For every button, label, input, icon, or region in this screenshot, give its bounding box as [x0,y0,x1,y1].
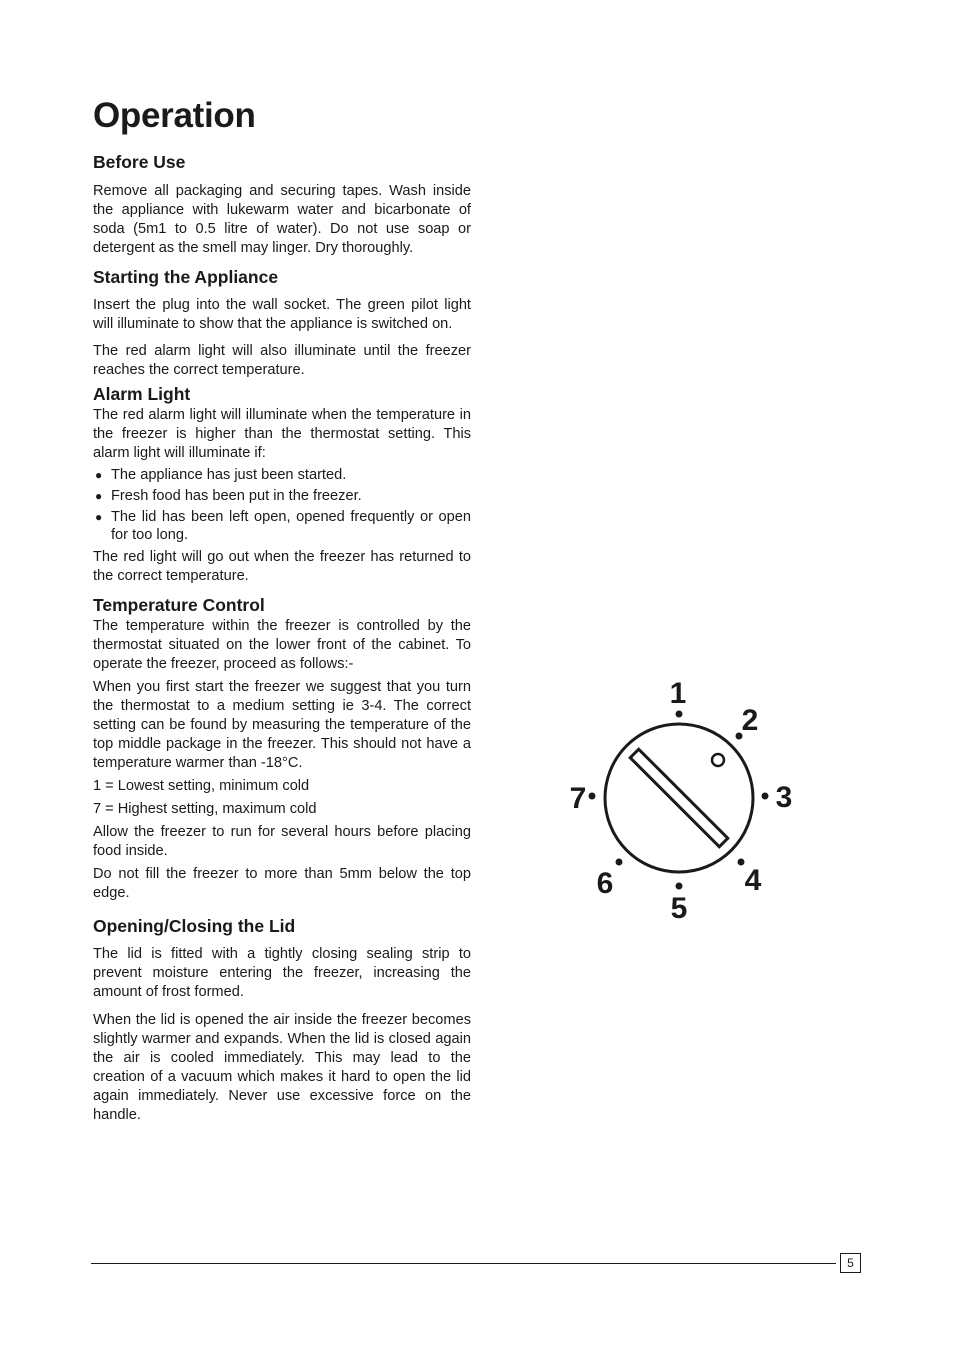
list-item [93,508,471,544]
bullet-icon: ● [95,468,103,482]
dial-dot-7 [589,793,596,800]
dial-dot-5 [676,883,683,890]
heading-alarm-light: Alarm Light [93,384,191,404]
alarm-conditions-list [93,466,471,544]
heading-opening-closing-lid: Opening/Closing the Lid [93,916,296,936]
dial-label-5: 5 [670,892,688,925]
dial-label-1: 1 [669,677,687,710]
list-item [93,487,471,505]
heading-starting-appliance: Starting the Appliance [93,267,279,287]
bullet-icon: ● [95,489,103,503]
dial-dot-1 [676,711,683,718]
temperature-paragraph-5: Allow the freezer to run for several hours before placing food inside. [93,824,471,859]
alarm-paragraph-2: The red light will go out when the freezer has returned to the correct temperature. [93,549,471,584]
starting-paragraph-1: Insert the plug into the wall socket. The green pilot light will illuminate to show that the appliance is switched on. [93,297,471,332]
heading-temperature-control: Temperature Control [93,595,265,615]
temperature-paragraph-2: When you first start the freezer we suggest that you turn the thermostat to a medium setting ie 3-4. The correct setting can be found by measuring the temperature of the top middle package in the freezer. This should not have a temperature warmer than -18°C. [93,679,471,771]
starting-paragraph-2: The red alarm light will also illuminate until the freezer reaches the correct temperature. [93,343,471,378]
heading-before-use: Before Use [93,152,186,172]
footer-rule [91,1263,836,1264]
alarm-paragraph-1: The red alarm light will illuminate when the temperature in the freezer is higher than the thermostat setting. This alarm light will illuminate if: [93,407,471,461]
dial-label-4: 4 [744,864,762,897]
dial-dot-6 [616,859,623,866]
temperature-highest-setting: 7 = Highest setting, maximum cold [93,801,317,817]
dial-label-6: 6 [596,867,614,900]
dial-dot-3 [762,793,769,800]
list-item-text: Fresh food has been put in the freezer. [111,488,362,504]
before-use-paragraph: Remove all packaging and securing tapes. Wash inside the appliance with lukewarm water and bicarbonate of soda (5m1 to 0.5 litre of water). Do not use soap or detergent as the smell may linger. Dry thoroughly. [93,183,471,256]
page-title: Operation [93,96,256,135]
thermostat-dial-icon [555,668,805,928]
temperature-lowest-setting: 1 = Lowest setting, minimum cold [93,778,310,794]
list-item-text: The lid has been left open, opened frequently or open for too long. [111,509,471,543]
dial-label-2: 2 [741,704,759,737]
dial-label-3: 3 [775,781,793,814]
dial-dot-4 [738,859,745,866]
text-column [93,151,471,1125]
list-item [93,466,471,484]
temperature-paragraph-1: The temperature within the freezer is controlled by the thermostat situated on the lower front of the cabinet. To operate the freezer, proceed as follows:- [93,618,471,672]
dial-label-7: 7 [569,782,587,815]
lid-paragraph-2: When the lid is opened the air inside the freezer becomes slightly warmer and expands. When the lid is closed again the air is cooled immediately. This may lead to the creation of a vacuum which makes it hard to open the lid again immediately. Never use excessive force on the handle. [93,1012,471,1123]
temperature-paragraph-6: Do not fill the freezer to more than 5mm below the top edge. [93,866,471,901]
list-item-text: The appliance has just been started. [111,467,347,483]
page-number: 5 [840,1253,861,1273]
lid-paragraph-1: The lid is fitted with a tightly closing sealing strip to prevent moisture entering the freezer, increasing the amount of frost formed. [93,946,471,1000]
bullet-icon: ● [95,510,103,524]
